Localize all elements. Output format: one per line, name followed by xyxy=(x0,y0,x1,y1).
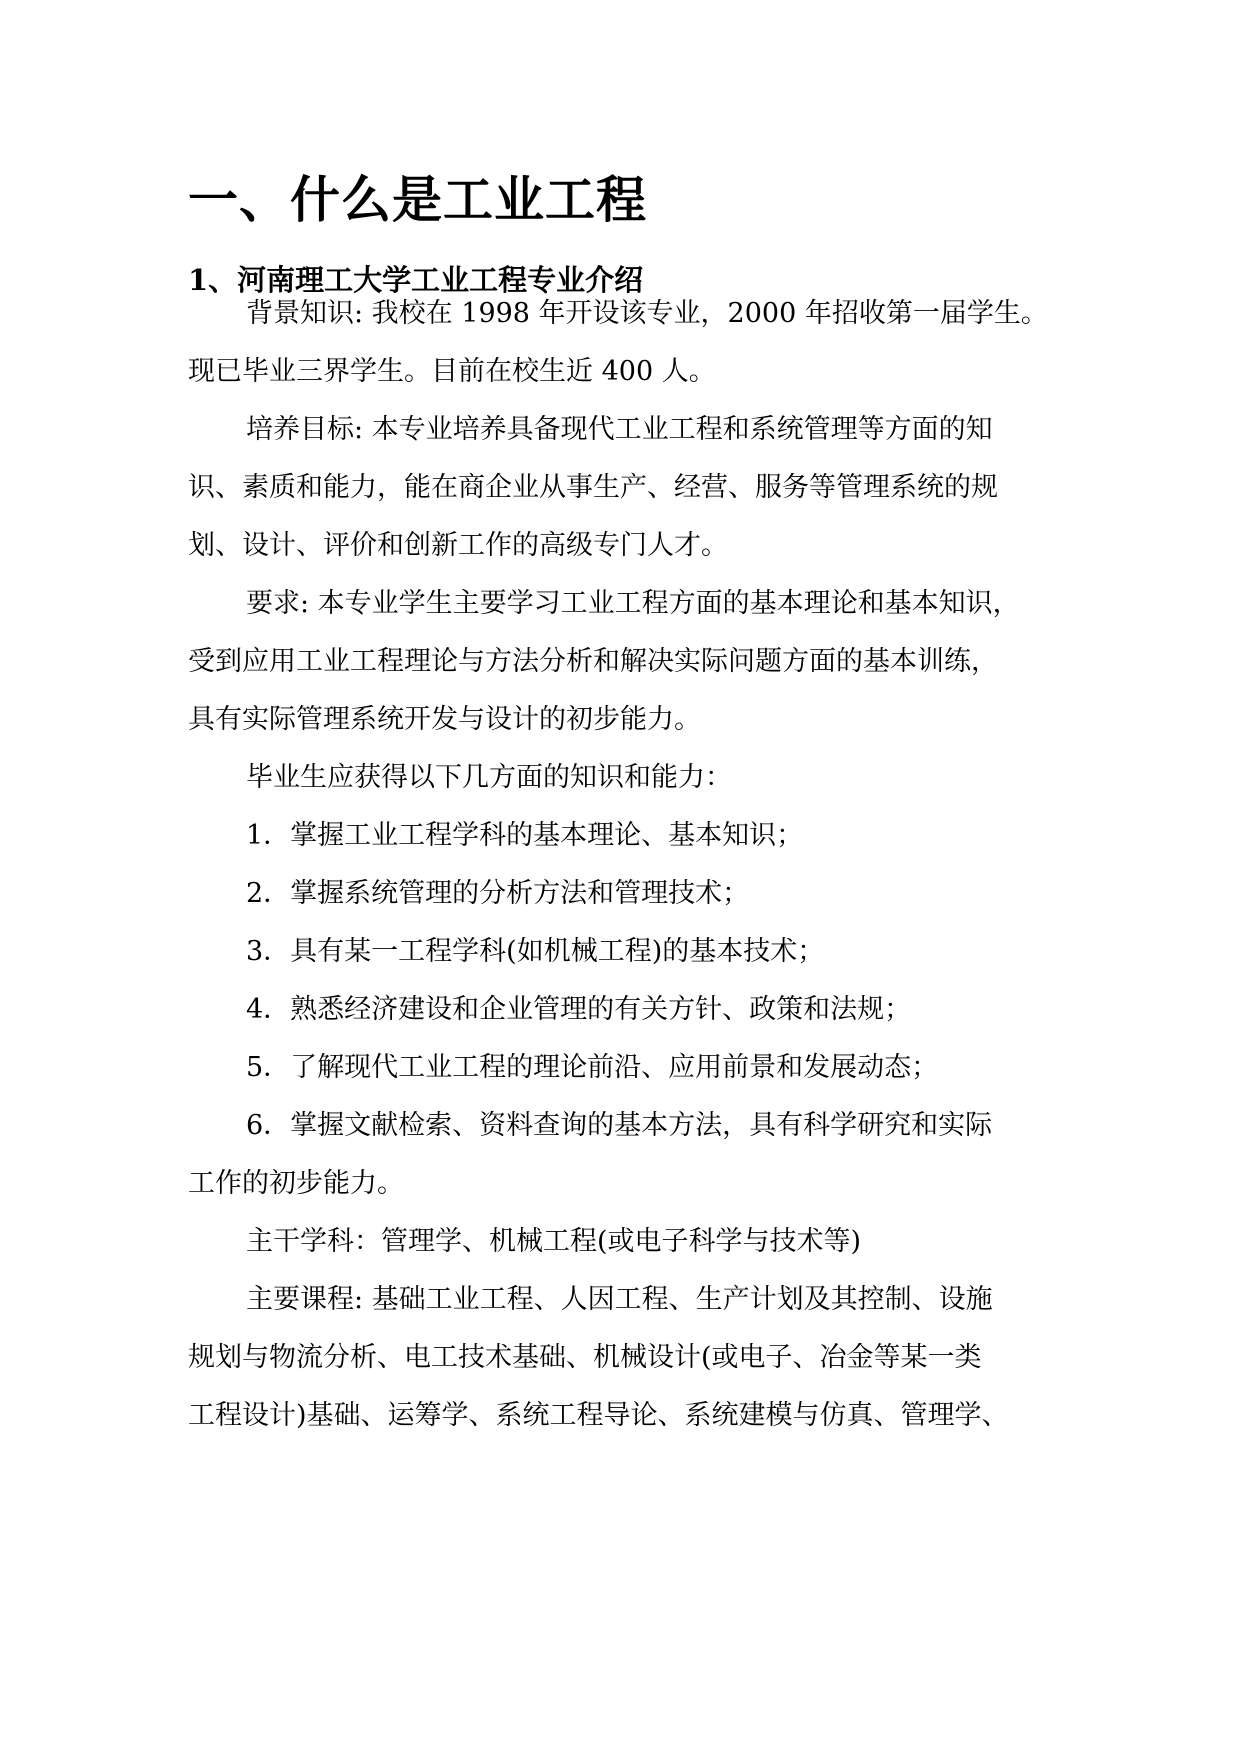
paragraph-line: 主干学科：管理学、机械工程(或电子科学与技术等) xyxy=(246,1226,862,1257)
paragraph-line: 识、素质和能力，能在商企业从事生产、经营、服务等管理系统的规 xyxy=(188,472,998,503)
list-item: 6．掌握文献检索、资料查询的基本方法，具有科学研究和实际 xyxy=(246,1110,993,1141)
list-item-continuation: 工作的初步能力。 xyxy=(188,1168,404,1199)
list-item: 5．了解现代工业工程的理论前沿、应用前景和发展动态； xyxy=(246,1052,939,1083)
paragraph-line: 要求: 本专业学生主要学习工业工程方面的基本理论和基本知识， xyxy=(246,588,1020,619)
list-item: 4．熟悉经济建设和企业管理的有关方针、政策和法规； xyxy=(246,994,912,1025)
paragraph-line: 培养目标: 本专业培养具备现代工业工程和系统管理等方面的知 xyxy=(246,414,993,445)
paragraph-line: 工程设计)基础、运筹学、系统工程导论、系统建模与仿真、管理学、 xyxy=(188,1400,1009,1431)
section-heading: 1、河南理工大学工业工程专业介绍 xyxy=(188,263,644,297)
paragraph-line: 规划与物流分析、电工技术基础、机械设计(或电子、冶金等某一类 xyxy=(188,1342,982,1373)
paragraph-line: 背景知识: 我校在 1998 年开设该专业，2000 年招收第一届学生。 xyxy=(246,298,1048,329)
paragraph-line: 划、设计、评价和创新工作的高级专门人才。 xyxy=(188,530,728,561)
paragraph-line: 受到应用工业工程理论与方法分析和解决实际问题方面的基本训练， xyxy=(188,646,998,677)
paragraph-line: 现已毕业三界学生。目前在校生近 400 人。 xyxy=(188,356,716,387)
list-item: 1．掌握工业工程学科的基本理论、基本知识； xyxy=(246,820,804,851)
paragraph-line: 主要课程: 基础工业工程、人因工程、生产计划及其控制、设施 xyxy=(246,1284,993,1315)
paragraph-line: 具有实际管理系统开发与设计的初步能力。 xyxy=(188,704,701,735)
list-item: 3．具有某一工程学科(如机械工程)的基本技术； xyxy=(246,936,825,967)
paragraph-line: 毕业生应获得以下几方面的知识和能力： xyxy=(246,762,732,793)
list-item: 2．掌握系统管理的分析方法和管理技术； xyxy=(246,878,750,909)
chapter-heading: 一、什么是工业工程 xyxy=(188,170,647,229)
